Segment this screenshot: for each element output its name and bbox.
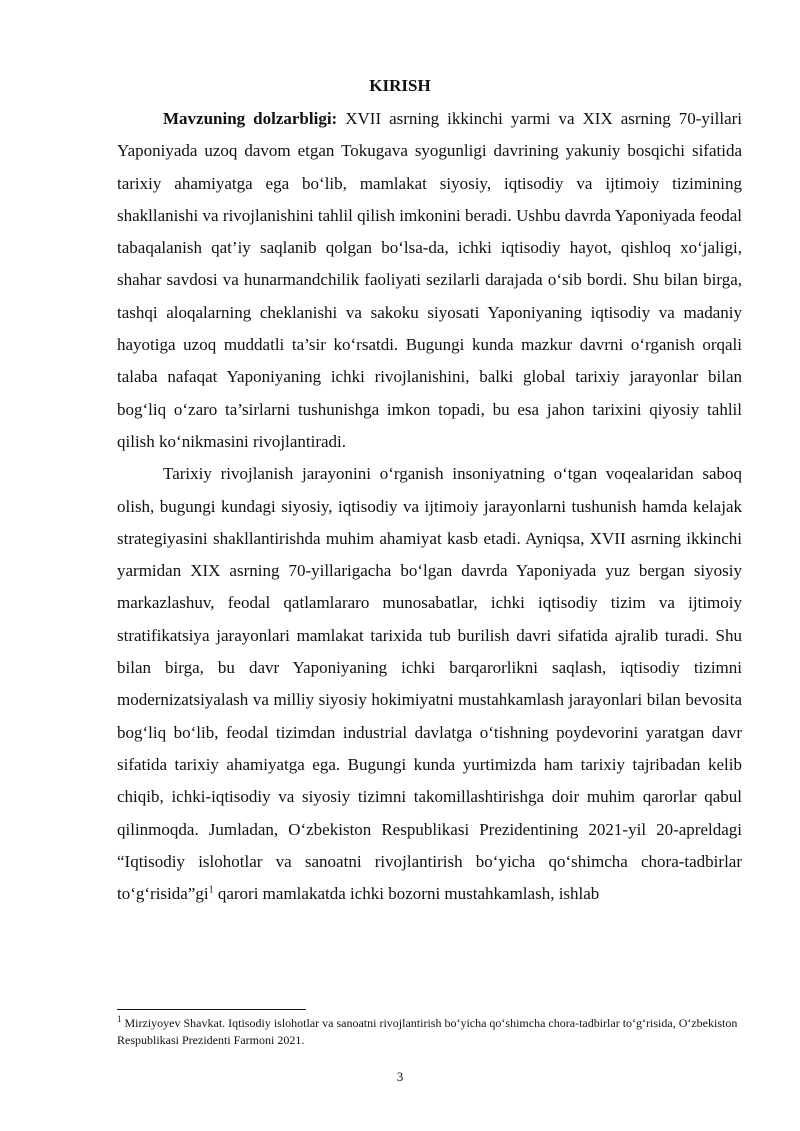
paragraph-relevance [117,103,742,458]
body-text [117,103,742,910]
paragraph-text: Tarixiy rivojlanish jarayonini o‘rganish insoniyatning o‘tgan voqealaridan saboq olish, bugungi kundagi siyosiy, iqtisodiy va ijtimoiy jarayonlarni tushunish hamda kelajak strategiyasini shakllantirishda muhim ahamiyat kasb etadi. Ayniqsa, XVII asrning ikkinchi yarmidan XIX asrning 70-yillarigacha bo‘lgan davrda Yaponiyada yuz bergan siyosiy markazlashuv, feodal qatlamlararo munosabatlar, ichki iqtisodiy tizim va ijtimoiy stratifikatsiya jarayonlari mamlakat tarixida tub burilish davri sifatida ajralib turadi. Shu bilan birga, bu davr Yaponiyaning ichki barqarorlikni saqlash, iqtisodiy tizimni modernizatsiyalash va milliy siyosiy hokimiyatni mustahkamlash jarayonlari bilan bevosita bog‘liq bo‘lib, feodal tizimdan industrial davlatga o‘tishning poydevorini yaratgan davr sifatida tarixiy ahamiyatga ega. Bugungi kunda yurtimizda ham tarixiy tajribadan kelib chiqib, ichki-iqtisodiy va siyosiy tizimni takomillashtirishga doir muhim qarorlar qabul qilinmoqda. Jumladan, O‘zbekiston Respublikasi Prezidentining 2021-yil 20-apreldagi “Iqtisodiy islohotlar va sanoatni rivojlantirish bo‘yicha qo‘shimcha chora-tadbirlar to‘g‘risida”gi [117,464,742,904]
paragraph-text: XVII asrning ikkinchi yarmi va XIX asrning 70-yillari Yaponiyada uzoq davom etgan Tokugava syogunligi davrining yakuniy bosqichi sifatida tarixiy ahamiyatga ega bo‘lib, mamlakat siyosiy, iqtisodiy va ijtimoiy tizimining shakllanishi va rivojlanishini tahlil qilish imkonini beradi. Ushbu davrda Yaponiyada feodal tabaqalanish qat’iy saqlanib qolgan bo‘lsa-da, ichki iqtisodiy hayot, qishloq xo‘jaligi, shahar savdosi va hunarmandchilik faoliyati sezilarli darajada o‘sib bordi. Shu bilan birga, tashqi aloqalarning cheklanishi va sakoku siyosati Yaponiyaning iqtisodiy va madaniy hayotiga uzoq muddatli ta’sir ko‘rsatdi. Bugungi kunda mazkur davrni o‘rganish orqali talaba nafaqat Yaponiyaning ichki rivojlanishini, balki global tarixiy jarayonlar bilan bog‘liq o‘zaro ta’sirlarni tushunishga imkon topadi, bu esa jahon tarixini qiyosiy tahlil qilish ko‘nikmasini rivojlantiradi. [117,109,743,451]
section-heading: KIRISH [369,76,431,95]
footnote-reference[interactable]: 1 [208,884,214,896]
paragraph-history [117,458,742,910]
paragraph-lead: Mavzuning dolzarbligi: [163,109,338,128]
footnote [117,1015,742,1049]
footnote-text: Mirziyoyev Shavkat. Iqtisodiy islohotlar va sanoatni rivojlantirish bo‘yicha qo‘shimcha chora-tadbirlar to‘g‘risida, O‘zbekiston Respublikasi Prezidenti Farmoni 2021. [117,1016,738,1047]
page-number: 3 [396,1069,404,1084]
footnote-marker: 1 [117,1014,122,1024]
footnote-divider [117,1009,306,1010]
paragraph-text-continued: qarori mamlakatda ichki bozorni mustahkamlash, ishlab [213,884,600,904]
